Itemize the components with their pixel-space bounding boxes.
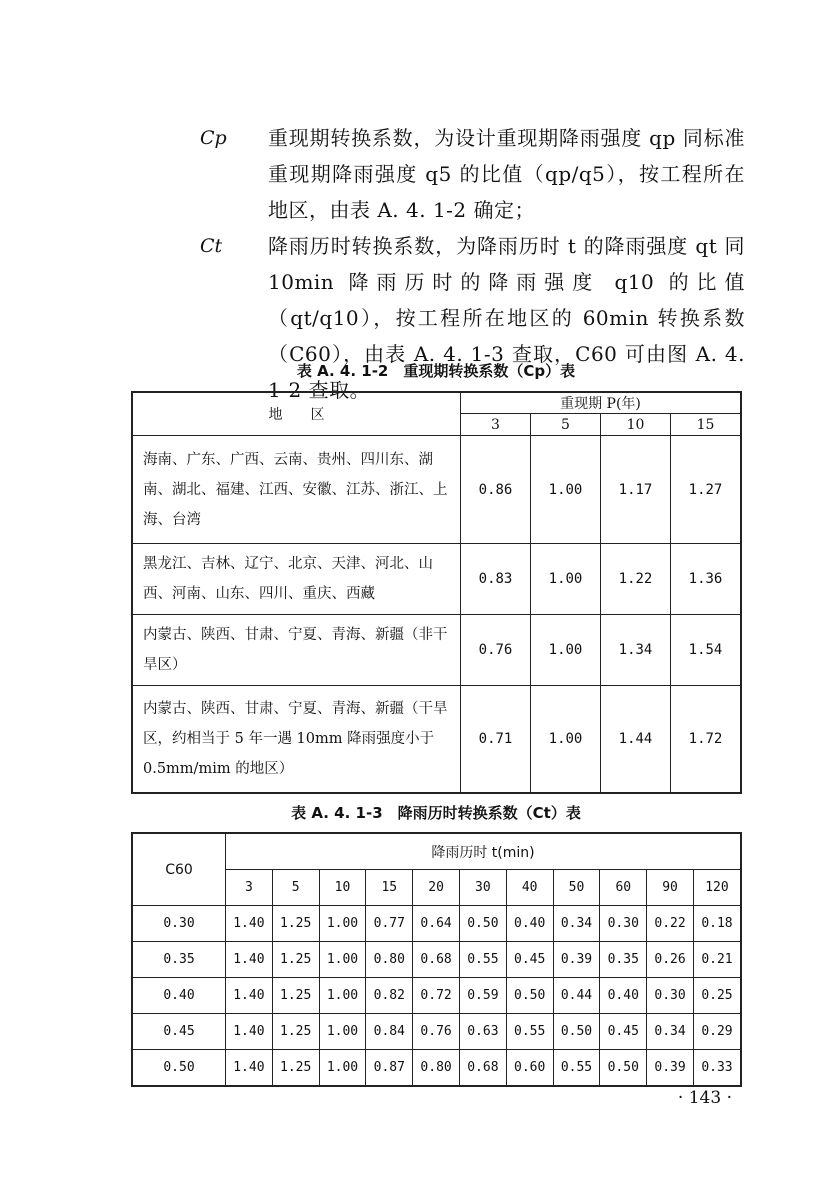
value-cell: 0.50 <box>600 1050 647 1087</box>
value-cell: 1.25 <box>272 906 319 942</box>
value-cell: 0.25 <box>693 978 741 1014</box>
definition-ct <box>200 228 745 408</box>
value-cell: 0.39 <box>647 1050 694 1087</box>
duration-col-header: 5 <box>272 870 319 906</box>
table2-caption: 表 A. 4. 1-3 降雨历时转换系数（Ct）表 <box>291 804 581 822</box>
value-cell: 0.21 <box>693 942 741 978</box>
value-cell: 1.00 <box>319 1014 366 1050</box>
definition-symbol: Ct <box>200 235 223 257</box>
value-cell: 0.30 <box>647 978 694 1014</box>
value-cell: 0.55 <box>459 942 506 978</box>
value-cell: 0.82 <box>366 978 413 1014</box>
value-cell: 0.87 <box>366 1050 413 1087</box>
region-header: 地 区 <box>132 392 461 436</box>
value-cell: 0.50 <box>553 1014 600 1050</box>
value-cell: 0.44 <box>553 978 600 1014</box>
value-cell: 0.34 <box>553 906 600 942</box>
value-cell: 1.27 <box>671 436 742 544</box>
value-cell: 0.72 <box>413 978 460 1014</box>
value-cell: 0.35 <box>600 942 647 978</box>
region-cell: 海南、广东、广西、云南、贵州、四川东、湖南、湖北、福建、江西、安徽、江苏、浙江、上海、台湾 <box>132 436 461 544</box>
value-cell: 1.00 <box>319 942 366 978</box>
return-period-table <box>131 391 742 794</box>
value-cell: 1.00 <box>531 544 601 615</box>
duration-col-header: 15 <box>366 870 413 906</box>
duration-col-header: 60 <box>600 870 647 906</box>
value-cell: 0.29 <box>693 1014 741 1050</box>
duration-col-header: 30 <box>459 870 506 906</box>
table1-caption: 表 A. 4. 1-2 重现期转换系数（Cp）表 <box>296 362 576 380</box>
duration-header: 降雨历时 t(min) <box>226 833 742 870</box>
table-row <box>132 942 741 978</box>
table-row <box>132 906 741 942</box>
duration-col-header: 40 <box>506 870 553 906</box>
region-cell: 黑龙江、吉林、辽宁、北京、天津、河北、山西、河南、山东、四川、重庆、西藏 <box>132 544 461 615</box>
value-cell: 1.17 <box>601 436 671 544</box>
table-row <box>132 686 741 793</box>
period-header: 重现期 P(年) <box>461 392 742 414</box>
region-cell: 内蒙古、陕西、甘肃、宁夏、青海、新疆（非干旱区） <box>132 615 461 686</box>
duration-col-header: 10 <box>319 870 366 906</box>
c60-cell: 0.40 <box>132 978 226 1014</box>
table-row <box>132 1014 741 1050</box>
value-cell: 1.40 <box>226 1050 273 1087</box>
value-cell: 1.25 <box>272 978 319 1014</box>
table-row <box>132 544 741 615</box>
value-cell: 1.40 <box>226 1014 273 1050</box>
value-cell: 0.50 <box>459 906 506 942</box>
c60-cell: 0.45 <box>132 1014 226 1050</box>
region-cell: 内蒙古、陕西、甘肃、宁夏、青海、新疆（干旱区，约相当于 5 年一遇 10mm 降雨强度小于 0.5mm/mim 的地区） <box>132 686 461 793</box>
period-col-header: 5 <box>531 414 601 436</box>
duration-table <box>131 832 742 1087</box>
value-cell: 0.50 <box>506 978 553 1014</box>
value-cell: 0.77 <box>366 906 413 942</box>
period-col-header: 3 <box>461 414 531 436</box>
value-cell: 1.00 <box>531 615 601 686</box>
value-cell: 1.25 <box>272 1050 319 1087</box>
value-cell: 0.26 <box>647 942 694 978</box>
value-cell: 0.39 <box>553 942 600 978</box>
table-row <box>132 1050 741 1087</box>
duration-col-header: 120 <box>693 870 741 906</box>
value-cell: 0.34 <box>647 1014 694 1050</box>
value-cell: 0.86 <box>461 436 531 544</box>
value-cell: 0.68 <box>459 1050 506 1087</box>
period-col-header: 15 <box>671 414 742 436</box>
value-cell: 0.76 <box>413 1014 460 1050</box>
table-row <box>132 978 741 1014</box>
value-cell: 1.22 <box>601 544 671 615</box>
value-cell: 0.33 <box>693 1050 741 1087</box>
value-cell: 0.40 <box>506 906 553 942</box>
value-cell: 0.45 <box>506 942 553 978</box>
value-cell: 1.44 <box>601 686 671 793</box>
value-cell: 1.00 <box>531 436 601 544</box>
table-row <box>132 615 741 686</box>
value-cell: 0.76 <box>461 615 531 686</box>
value-cell: 1.00 <box>319 978 366 1014</box>
definition-symbol: Cp <box>200 127 227 149</box>
value-cell: 0.71 <box>461 686 531 793</box>
value-cell: 1.72 <box>671 686 742 793</box>
value-cell: 0.80 <box>366 942 413 978</box>
duration-col-header: 90 <box>647 870 694 906</box>
value-cell: 1.40 <box>226 978 273 1014</box>
value-cell: 0.55 <box>553 1050 600 1087</box>
value-cell: 1.25 <box>272 1014 319 1050</box>
value-cell: 0.30 <box>600 906 647 942</box>
value-cell: 1.36 <box>671 544 742 615</box>
value-cell: 0.18 <box>693 906 741 942</box>
page-number: · 143 · <box>677 1088 732 1108</box>
value-cell: 1.25 <box>272 942 319 978</box>
value-cell: 0.22 <box>647 906 694 942</box>
definition-text: 降雨历时转换系数，为降雨历时 t 的降雨强度 qt 同 10min 降雨历时的降雨强度 q10 的比值（qt/q10），按工程所在地区的 60min 转换系数（C60），由表 A. 4. 1-3 查取，C60 可由图 A. 4. 1-2 查取。 <box>268 234 745 402</box>
value-cell: 1.40 <box>226 942 273 978</box>
value-cell: 1.34 <box>601 615 671 686</box>
value-cell: 0.83 <box>461 544 531 615</box>
duration-col-header: 20 <box>413 870 460 906</box>
value-cell: 0.68 <box>413 942 460 978</box>
duration-col-header: 3 <box>226 870 273 906</box>
value-cell: 0.84 <box>366 1014 413 1050</box>
value-cell: 1.54 <box>671 615 742 686</box>
value-cell: 1.00 <box>319 906 366 942</box>
c60-cell: 0.35 <box>132 942 226 978</box>
value-cell: 0.40 <box>600 978 647 1014</box>
c60-cell: 0.30 <box>132 906 226 942</box>
value-cell: 0.63 <box>459 1014 506 1050</box>
c60-cell: 0.50 <box>132 1050 226 1087</box>
c60-header: C60 <box>132 833 226 906</box>
duration-col-header: 50 <box>553 870 600 906</box>
value-cell: 0.64 <box>413 906 460 942</box>
table-row <box>132 436 741 544</box>
value-cell: 0.55 <box>506 1014 553 1050</box>
period-col-header: 10 <box>601 414 671 436</box>
value-cell: 0.60 <box>506 1050 553 1087</box>
value-cell: 1.00 <box>531 686 601 793</box>
definition-text: 重现期转换系数，为设计重现期降雨强度 qp 同标准重现期降雨强度 q5 的比值（qp/q5），按工程所在地区，由表 A. 4. 1-2 确定； <box>268 126 745 222</box>
value-cell: 0.59 <box>459 978 506 1014</box>
value-cell: 1.40 <box>226 906 273 942</box>
value-cell: 0.80 <box>413 1050 460 1087</box>
value-cell: 1.00 <box>319 1050 366 1087</box>
definition-cp <box>200 120 745 228</box>
value-cell: 0.45 <box>600 1014 647 1050</box>
